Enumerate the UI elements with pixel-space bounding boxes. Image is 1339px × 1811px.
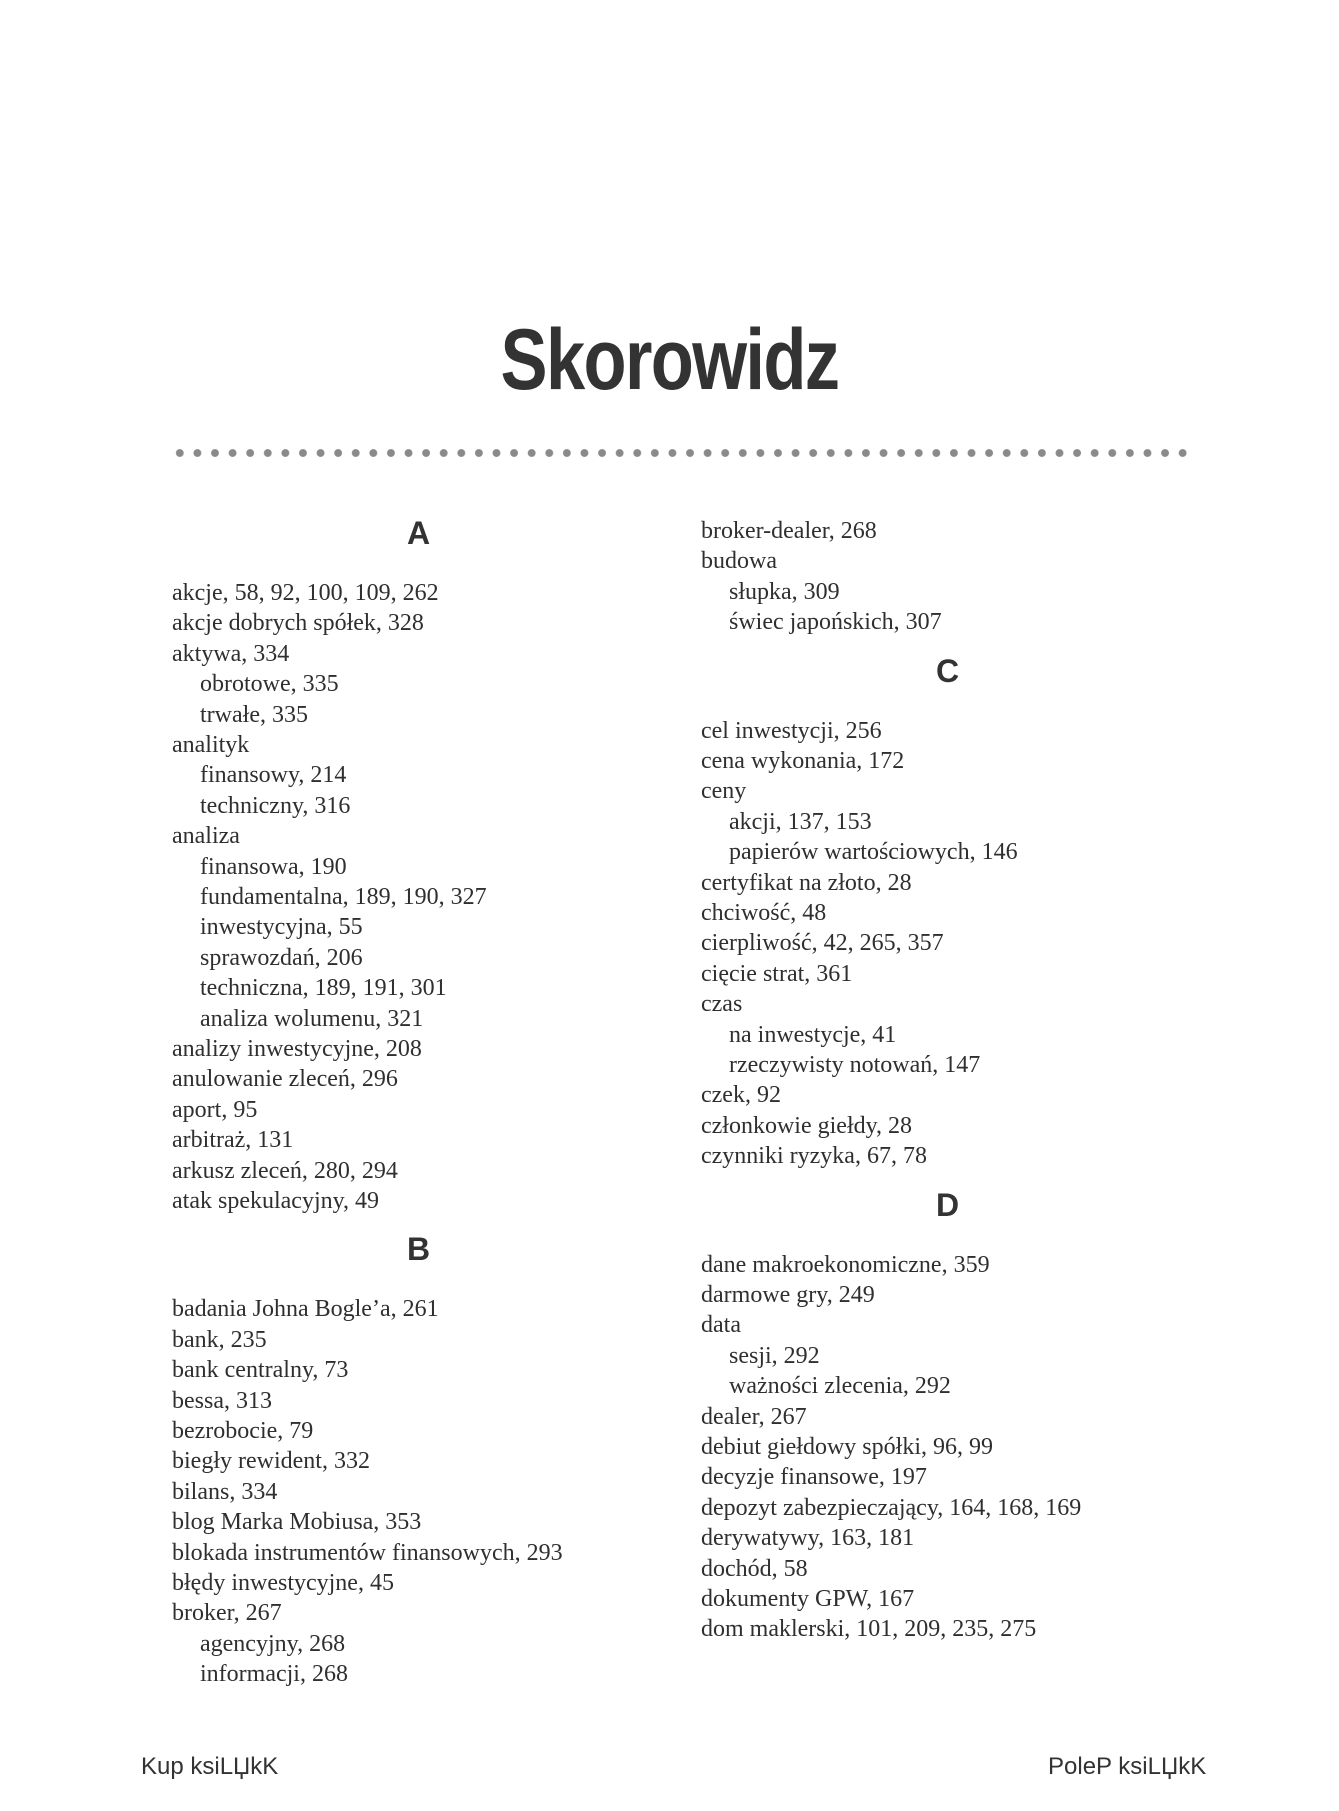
index-entry: cięcie strat, 361	[701, 960, 853, 987]
index-entry: chciwość, 48	[701, 900, 827, 926]
index-subentry: obrotowe, 335	[200, 671, 339, 698]
index-subentry: techniczna, 189, 191, 301	[200, 975, 447, 1002]
index-entry: budowa	[701, 548, 777, 575]
buy-book-link[interactable]: Kup ksiLЏkK	[141, 1753, 279, 1780]
section-letter-b: B	[406, 1231, 431, 1268]
index-entry: bank centralny, 73	[172, 1357, 349, 1384]
index-subentry: informacji, 268	[200, 1661, 348, 1688]
index-entry: bilans, 334	[172, 1478, 278, 1505]
index-subentry: rzeczywisty notowań, 147	[729, 1052, 981, 1078]
index-entry: dochód, 58	[701, 1555, 808, 1582]
index-subentry: na inwestycje, 41	[729, 1021, 897, 1048]
index-entry: decyzje finansowe, 197	[701, 1464, 927, 1491]
index-entry: aktywa, 334	[172, 640, 290, 667]
index-entry: cierpliwość, 42, 265, 357	[701, 930, 944, 957]
index-entry: biegły rewident, 332	[172, 1448, 370, 1475]
index-entry: derywatywy, 163, 181	[701, 1525, 915, 1552]
index-entry: data	[701, 1312, 741, 1339]
index-entry: depozyt zabezpieczający, 164, 168, 169	[701, 1494, 1082, 1521]
index-entry: błędy inwestycyjne, 45	[172, 1570, 394, 1596]
index-subentry: papierów wartościowych, 146	[729, 839, 1018, 866]
index-entry: aport, 95	[172, 1096, 258, 1123]
index-entry: czynniki ryzyka, 67, 78	[701, 1143, 927, 1170]
index-entry: badania Johna Bogle’a, 261	[172, 1296, 439, 1323]
index-subentry: finansowy, 214	[200, 762, 347, 789]
index-entry: czek, 92	[701, 1082, 781, 1109]
index-subentry: trwałe, 335	[200, 701, 308, 728]
index-entry: cel inwestycji, 256	[701, 717, 882, 744]
index-subentry: techniczny, 316	[200, 792, 351, 819]
index-subentry: fundamentalna, 189, 190, 327	[200, 884, 487, 910]
index-entry: debiut giełdowy spółki, 96, 99	[701, 1434, 993, 1460]
index-entry: certyfikat na złoto, 28	[701, 869, 912, 896]
index-entry: dane makroekonomiczne, 359	[701, 1251, 990, 1278]
index-subentry: sesji, 292	[729, 1342, 820, 1369]
index-entry: akcje dobrych spółek, 328	[172, 610, 424, 637]
index-subentry: finansowa, 190	[200, 853, 347, 880]
index-entry: bezrobocie, 79	[172, 1418, 314, 1444]
index-entry: broker, 267	[172, 1600, 282, 1627]
index-entry: ceny	[701, 778, 747, 805]
index-entry: darmowe gry, 249	[701, 1282, 875, 1308]
index-entry: członkowie giełdy, 28	[701, 1112, 913, 1139]
index-subentry: ważności zlecenia, 292	[729, 1373, 951, 1400]
index-subentry: inwestycyjna, 55	[200, 914, 363, 941]
index-entry: czas	[701, 991, 743, 1018]
rate-book-link[interactable]: PoleP ksiLЏkK	[1048, 1753, 1207, 1780]
index-subentry: agencyjny, 268	[200, 1630, 346, 1657]
index-entry: analiza	[172, 823, 240, 850]
index-entry: bank, 235	[172, 1326, 267, 1353]
index-entry: broker-dealer, 268	[701, 518, 877, 544]
index-entry: arkusz zleceń, 280, 294	[172, 1157, 398, 1184]
index-subentry: świec japońskich, 307	[729, 609, 942, 636]
index-entry: cena wykonania, 172	[701, 748, 905, 774]
index-entry: analityk	[172, 732, 250, 758]
index-entry: atak spekulacyjny, 49	[172, 1188, 380, 1214]
index-entry: dokumenty GPW, 167	[701, 1586, 915, 1612]
index-subentry: słupka, 309	[729, 578, 840, 605]
index-entry: dom maklerski, 101, 209, 235, 275	[701, 1616, 1037, 1643]
section-letter-d: D	[935, 1186, 960, 1223]
index-entry: analizy inwestycyjne, 208	[172, 1036, 422, 1062]
index-entry: bessa, 313	[172, 1387, 272, 1414]
index-entry: dealer, 267	[701, 1403, 807, 1430]
index-subentry: akcji, 137, 153	[729, 808, 872, 835]
index-entry: anulowanie zleceń, 296	[172, 1066, 398, 1093]
index-entry: blog Marka Mobiusa, 353	[172, 1509, 422, 1536]
section-letter-a: A	[406, 515, 431, 551]
index-entry: blokada instrumentów finansowych, 293	[172, 1539, 563, 1566]
dotted-divider	[171, 448, 1196, 458]
section-letter-c: C	[935, 652, 960, 689]
index-subentry: sprawozdań, 206	[200, 944, 363, 971]
index-entry: arbitraż, 131	[172, 1127, 294, 1154]
index-entry: akcje, 58, 92, 100, 109, 262	[172, 580, 439, 606]
index-subentry: analiza wolumenu, 321	[200, 1005, 424, 1032]
page-title: Skorowidz	[500, 312, 839, 408]
